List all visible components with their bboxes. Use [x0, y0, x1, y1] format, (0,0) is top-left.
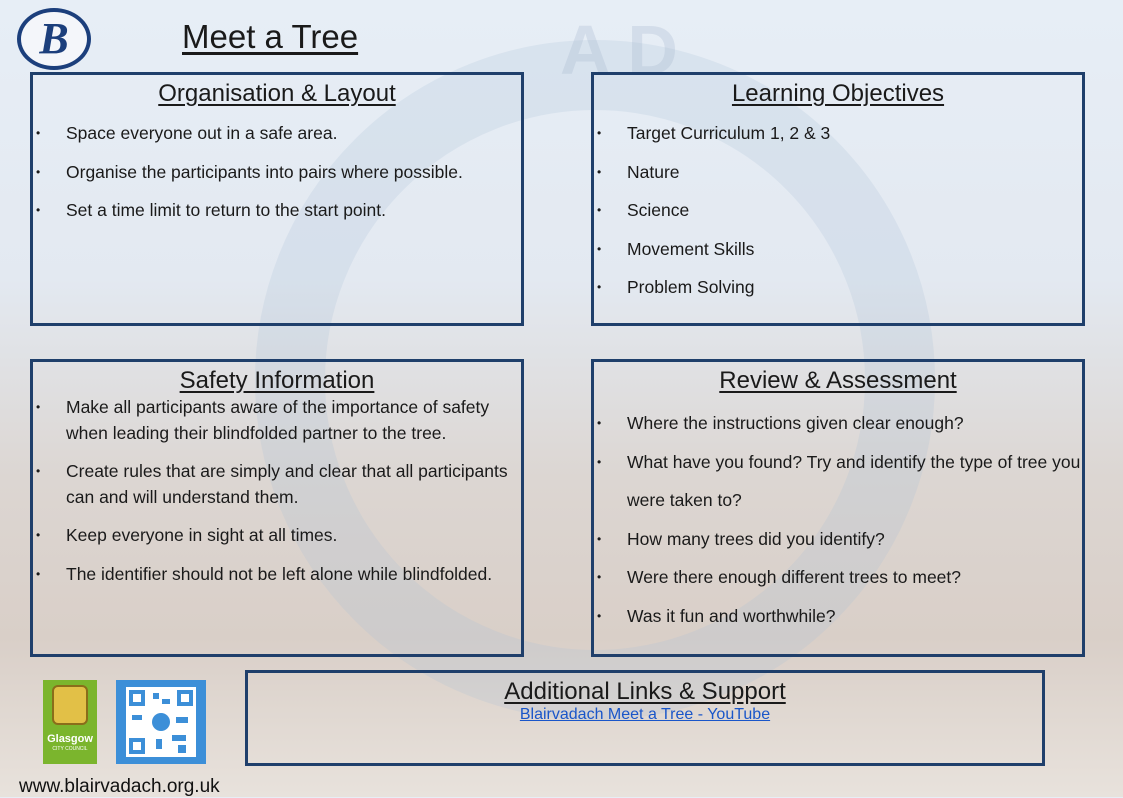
qr-code-icon: [126, 687, 196, 757]
list-item: • Set a time limit to return to the start point.: [33, 198, 521, 224]
council-name: Glasgow: [47, 733, 93, 745]
youtube-link[interactable]: Blairvadach Meet a Tree - YouTube: [519, 706, 771, 723]
glasgow-city-council-logo: [43, 680, 97, 764]
links-panel: [245, 670, 1045, 766]
list-item: • Nature: [594, 160, 1082, 186]
organisation-panel: [30, 72, 524, 326]
links-heading: Additional Links & Support: [504, 678, 786, 705]
review-panel: [591, 359, 1085, 657]
safety-list: [33, 395, 521, 587]
list-item: • Create rules that are simply and clear that all participants can and will understand them.: [33, 459, 521, 510]
organisation-list: [33, 121, 521, 224]
page-title: Meet a Tree: [182, 18, 359, 55]
list-item: • The identifier should not be left alone while blindfolded.: [33, 562, 521, 588]
list-item: • Space everyone out in a safe area.: [33, 121, 521, 147]
safety-panel: [30, 359, 524, 657]
list-item: • Organise the participants into pairs where possible.: [33, 160, 521, 186]
crest-icon: [52, 685, 88, 725]
list-item: • How many trees did you identify?: [594, 520, 1082, 559]
website-url: www.blairvadach.org.uk: [19, 776, 220, 797]
blairvadach-logo: [17, 8, 91, 70]
objectives-list: [594, 121, 1082, 301]
council-subtitle: CITY COUNCIL: [52, 746, 88, 752]
list-item: • Keep everyone in sight at all times.: [33, 523, 521, 549]
qr-code[interactable]: [116, 680, 206, 764]
review-list: [594, 404, 1082, 635]
list-item: • Was it fun and worthwhile?: [594, 597, 1082, 636]
list-item: • Problem Solving: [594, 275, 1082, 301]
list-item: • Science: [594, 198, 1082, 224]
review-heading: Review & Assessment: [719, 367, 957, 394]
logo-letter: B: [39, 14, 69, 63]
list-item: • What have you found? Try and identify the type of tree you were taken to?: [594, 443, 1082, 520]
list-item: • Movement Skills: [594, 237, 1082, 263]
objectives-panel: [591, 72, 1085, 326]
list-item: • Were there enough different trees to meet?: [594, 558, 1082, 597]
background-watermark-letters: A D: [560, 11, 678, 89]
list-item: • Make all participants aware of the importance of safety when leading their blindfolded partner to the tree.: [33, 395, 521, 446]
organisation-heading: Organisation & Layout: [158, 80, 396, 107]
list-item: • Where the instructions given clear enough?: [594, 404, 1082, 443]
safety-heading: Safety Information: [179, 367, 375, 394]
objectives-heading: Learning Objectives: [731, 80, 945, 107]
list-item: • Target Curriculum 1, 2 & 3: [594, 121, 1082, 147]
